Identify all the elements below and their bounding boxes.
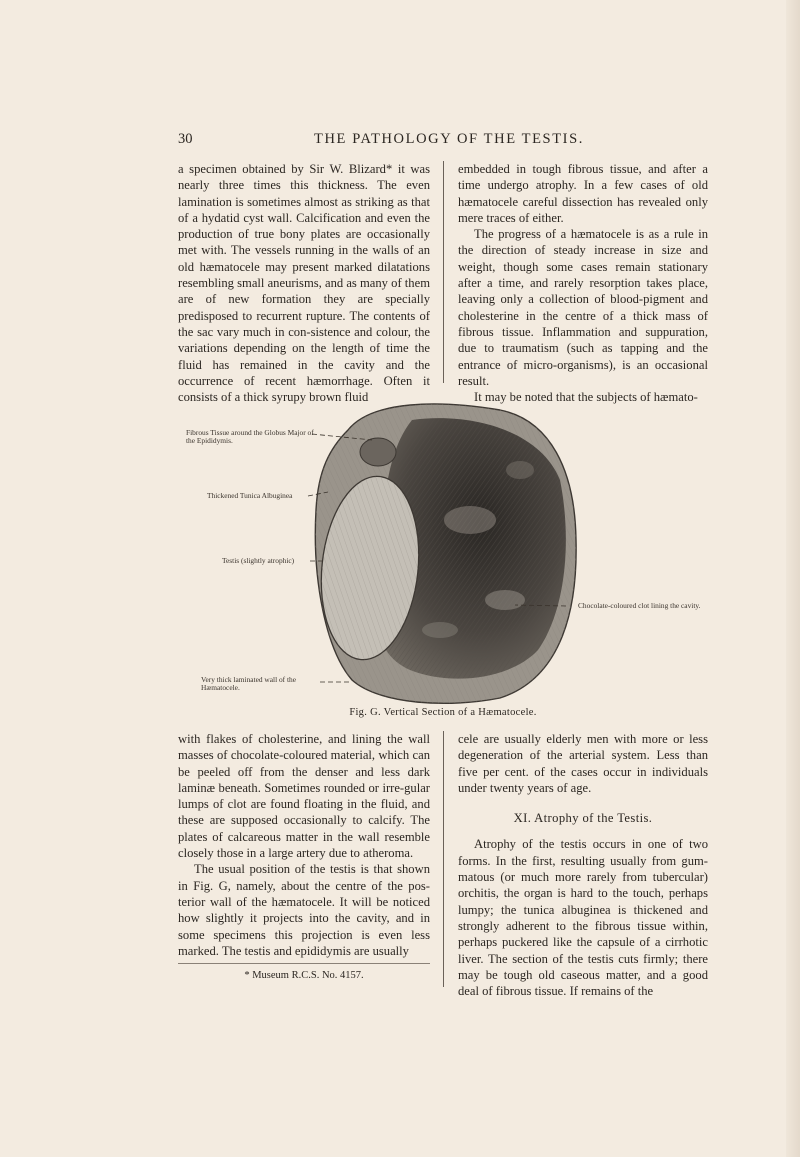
column-left-bottom: [178, 731, 430, 959]
column-left-top: [178, 161, 430, 405]
label-globus-major: Fibrous Tissue around the Globus Major of the Epididymis.: [186, 428, 314, 446]
column-divider: [443, 161, 444, 383]
running-title: THE PATHOLOGY OF THE TESTIS.: [314, 131, 584, 147]
page-edge: [786, 0, 800, 1157]
label-tunica-albuginea: Thickened Tunica Albuginea: [207, 491, 293, 500]
paragraph: embedded in tough fibrous tissue, and after a time undergo atrophy. In a few cases of old hæmatocele careful dissection has revealed only mere traces of either.: [458, 162, 708, 225]
column-divider: [443, 731, 444, 987]
figure-caption: Fig. G. Vertical Section of a Hæmatocele.: [349, 707, 537, 718]
paragraph: a specimen obtained by Sir W. Blizard* it was nearly three times this thickness. The even lamination is sometimes almost as striking as that of a hydatid cyst wall. Calcification and even the production of true bony plates are occasionally met with. The vessels running in the walls of an old hæmatocele may present marked dilatations resembling small aneurisms, and as many of them are of new formation they are specially predisposed to recurrent rupture. The contents of the sac vary much in con-sistence and colour, the variations depending on the length of time the fluid has remained in the cavity and the occurrence of recent hæmorrhage. Often it consists of a thick syrupy brown fluid: [178, 162, 430, 405]
paragraph: It may be noted that the subjects of hæmato-: [474, 390, 698, 405]
page-number: 30: [178, 131, 193, 147]
footnote-rule: [178, 963, 430, 964]
column-right-top: [458, 161, 708, 405]
paragraph: The progress of a hæmatocele is as a rule in the direction of steady increase in size and weight, though some cases remain stationary after a time, and rarely resorption takes place, leaving only a collection of blood-pigment and cholesterine in the centre of a thick mass of fibrous tissue. Inflammation and suppuration, due to traumatism (such as tapping and the entrance of micro-organisms), is an occasional result.: [458, 227, 708, 388]
paragraph: The usual position of the testis is that shown in Fig. G, namely, about the centre of the pos-terior wall of the hæmatocele. It will be noticed how slightly it projects into the cavity, and in some specimens this projection is even less marked. The testis and epididymis are usually: [178, 862, 430, 958]
running-header: [178, 131, 708, 151]
haematocele-section: [313, 404, 576, 703]
section-heading: XI. Atrophy of the Testis.: [513, 811, 653, 826]
paragraph: with flakes of cholesterine, and lining the wall masses of chocolate-coloured material, which can be peeled off from the denser and less dark laminæ beneath. Sometimes rounded or irre-gular lumps of clot are found floating in the fluid, and these are supposed occasionally to calcify. The plates of calcareous matter in the wall resemble closely those in a large artery due to atheroma.: [178, 732, 430, 861]
label-laminated-wall: Very thick laminated wall of the Hæmatocele.: [201, 675, 297, 693]
paragraph: Atrophy of the testis occurs in one of two forms. In the first, resulting usually from gum-matous (or much more rarely from tubercular) orchitis, the organ is hard to the touch, perhaps lumpy; the tunica albuginea is thickened and strongly adherent to the fibrous tissue within, perhaps puckered like the capsule of a cirrhotic liver. The section of the testis cuts firmly; there may be tough old caseous matter, and a good deal of fibrous tissue. If remains of the: [458, 837, 708, 999]
paragraph: cele are usually elderly men with more or less degeneration of the arterial system. Less than five per cent. of the cases occur in individuals under twenty years of age.: [458, 732, 708, 795]
column-right-bottom: [458, 731, 708, 999]
footnote: * Museum R.C.S. No. 4157.: [244, 970, 364, 981]
label-testis: Testis (slightly atrophic): [222, 556, 295, 565]
label-chocolate-clot: Chocolate-coloured clot lining the cavity.: [578, 601, 701, 610]
